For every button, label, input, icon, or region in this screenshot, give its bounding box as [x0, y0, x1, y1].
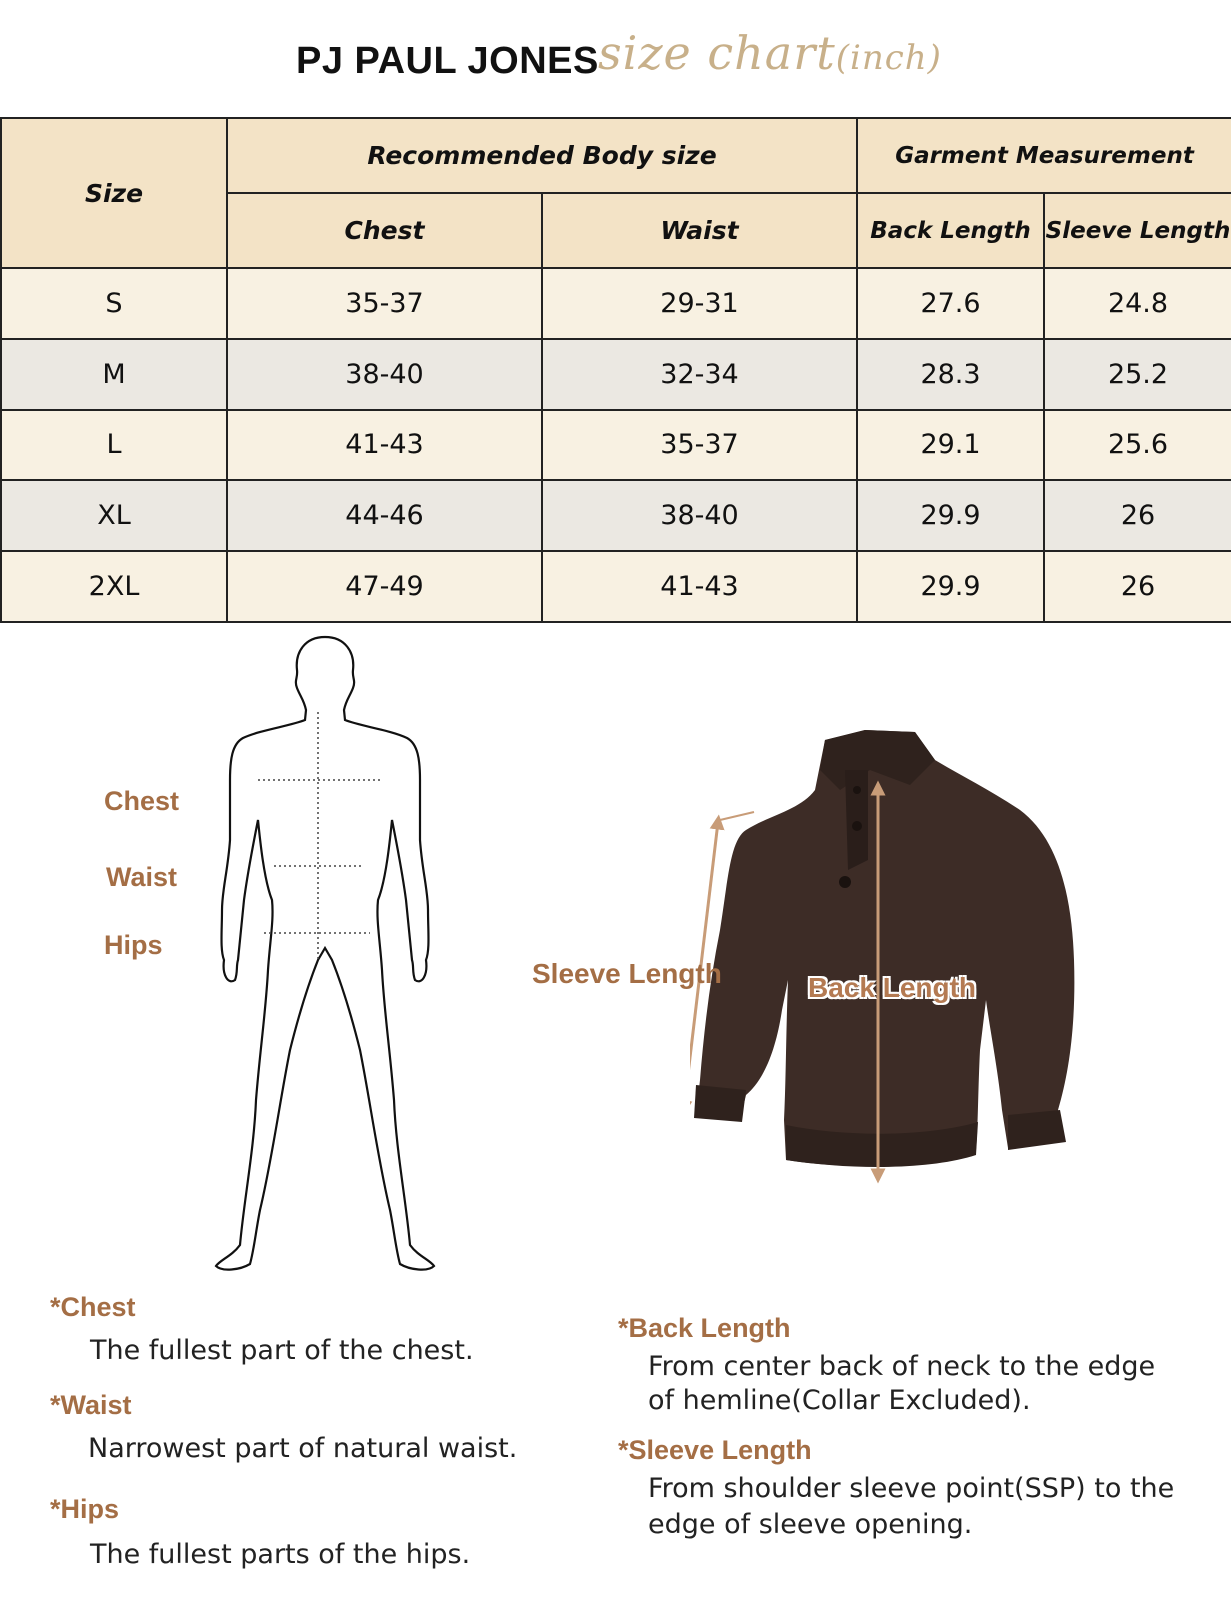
- table-row: [1, 410, 1231, 481]
- sleeve-length-cell: 26: [1044, 551, 1231, 622]
- size-cell: M: [1, 339, 227, 410]
- chest-definition-text: The fullest part of the chest.: [90, 1335, 474, 1366]
- sleeve-length-definition-line1: From shoulder sleeve point(SSP) to the: [648, 1473, 1175, 1504]
- hips-definition-title: *Hips: [50, 1494, 120, 1524]
- back-length-cell: 29.1: [857, 410, 1044, 481]
- chest-cell: 47-49: [227, 551, 542, 622]
- chest-column-header: Chest: [227, 193, 542, 268]
- body-outline-figure: [210, 630, 440, 1290]
- waist-cell: 29-31: [542, 268, 857, 339]
- script-title-text: size chart: [598, 26, 836, 80]
- sleeve-length-cell: 25.2: [1044, 339, 1231, 410]
- table-row: [1, 551, 1231, 622]
- brand-name: PJ PAUL JONES: [296, 40, 599, 82]
- back-length-cell: 29.9: [857, 480, 1044, 551]
- sweater-illustration: [690, 730, 1110, 1210]
- sleeve-length-cell: 25.6: [1044, 410, 1231, 481]
- waist-figure-label: Waist: [106, 862, 178, 892]
- size-cell: 2XL: [1, 551, 227, 622]
- chest-cell: 41-43: [227, 410, 542, 481]
- back-length-cell: 29.9: [857, 551, 1044, 622]
- hips-definition-text: The fullest parts of the hips.: [90, 1539, 471, 1570]
- waist-cell: 35-37: [542, 410, 857, 481]
- chest-cell: 38-40: [227, 339, 542, 410]
- size-chart-script-title: [598, 26, 942, 80]
- table-row: [1, 339, 1231, 410]
- hips-figure-label: Hips: [104, 930, 163, 960]
- back-length-cell: 28.3: [857, 339, 1044, 410]
- back-length-definition-title: *Back Length: [618, 1313, 791, 1343]
- back-length-definition-line2: of hemline(Collar Excluded).: [648, 1385, 1031, 1416]
- chest-cell: 44-46: [227, 480, 542, 551]
- garment-group-header: Garment Measurement: [857, 118, 1231, 193]
- body-size-group-header: Recommended Body size: [227, 118, 857, 193]
- waist-definition-text: Narrowest part of natural waist.: [88, 1433, 518, 1464]
- size-cell: XL: [1, 480, 227, 551]
- sleeve-length-column-header: Sleeve Length: [1044, 193, 1231, 268]
- size-cell: L: [1, 410, 227, 481]
- chest-cell: 35-37: [227, 268, 542, 339]
- waist-cell: 41-43: [542, 551, 857, 622]
- table-group-header-row: [1, 118, 1231, 193]
- sleeve-length-cell: 24.8: [1044, 268, 1231, 339]
- waist-cell: 38-40: [542, 480, 857, 551]
- sleeve-length-label: Sleeve Length: [532, 958, 722, 989]
- size-table: [0, 117, 1231, 623]
- back-length-cell: 27.6: [857, 268, 1044, 339]
- back-length-column-header: Back Length: [857, 193, 1044, 268]
- table-row: [1, 480, 1231, 551]
- script-unit-text: (inch): [835, 38, 942, 78]
- waist-cell: 32-34: [542, 339, 857, 410]
- table-row: [1, 268, 1231, 339]
- sleeve-length-cell: 26: [1044, 480, 1231, 551]
- waist-column-header: Waist: [542, 193, 857, 268]
- sleeve-length-definition-title: *Sleeve Length: [618, 1435, 812, 1465]
- back-length-definition-line1: From center back of neck to the edge: [648, 1351, 1156, 1382]
- chest-figure-label: Chest: [104, 786, 180, 816]
- back-length-label: Back Length: [808, 972, 977, 1003]
- chest-definition-title: *Chest: [50, 1292, 136, 1322]
- sleeve-length-definition-line2: edge of sleeve opening.: [648, 1509, 973, 1540]
- size-cell: S: [1, 268, 227, 339]
- size-column-header: Size: [1, 118, 227, 268]
- title-bar: [0, 18, 1231, 108]
- waist-definition-title: *Waist: [50, 1390, 132, 1420]
